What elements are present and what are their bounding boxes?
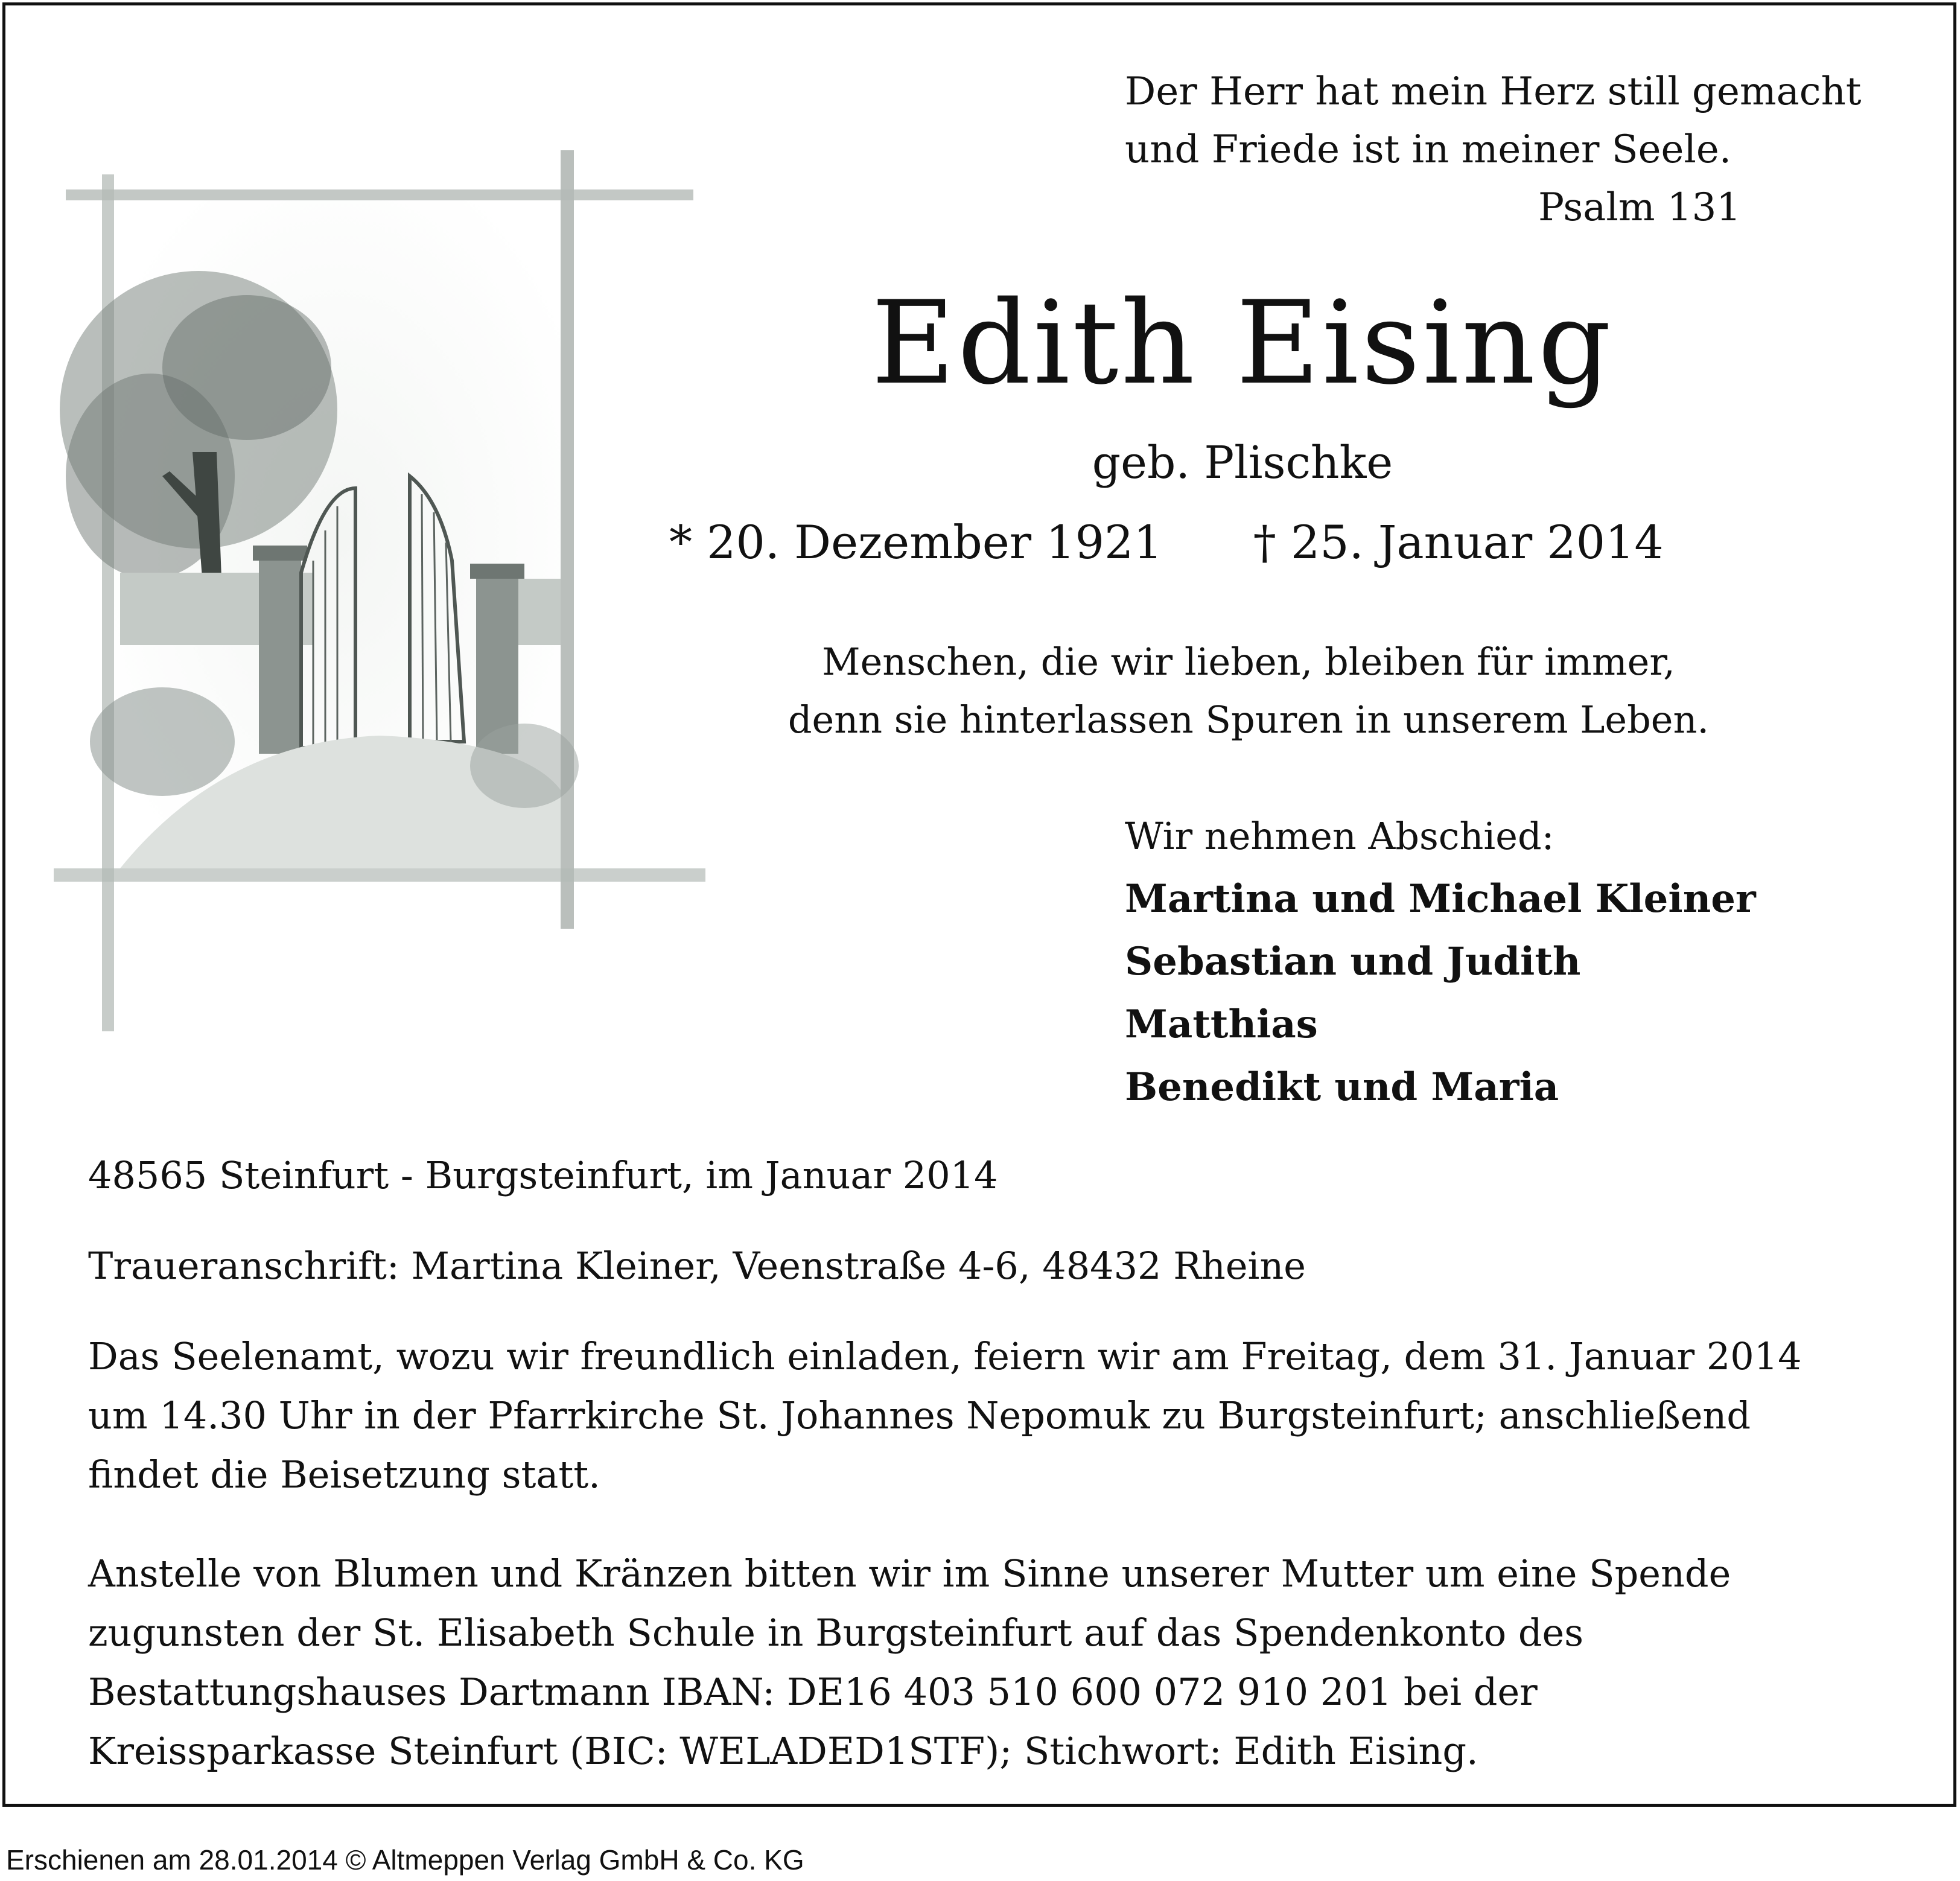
quote-line-2: denn sie hinterlassen Spuren in unserem Leben. (788, 698, 1710, 742)
death-date: † 25. Januar 2014 (1253, 515, 1664, 569)
quote-line-1: Menschen, die wir lieben, bleiben für immer, (822, 640, 1675, 684)
mourning-address: Traueranschrift: Martina Kleiner, Veenstraße 4-6, 48432 Rheine (88, 1244, 1306, 1288)
place-and-date: 48565 Steinfurt - Burgsteinfurt, im Januar 2014 (88, 1153, 998, 1197)
psalm-reference: Psalm 131 (1538, 185, 1741, 230)
obituary-notice (2, 2, 1956, 1807)
service-line: um 14.30 Uhr in der Pfarrkirche St. Johannes Nepomuk zu Burgsteinfurt; anschließend (88, 1393, 1751, 1437)
deceased-name: Edith Eising (871, 276, 1614, 410)
publication-footer: Erschienen am 28.01.2014 © Altmeppen Verlag GmbH & Co. KG (6, 1844, 804, 1876)
farewell-heading: Wir nehmen Abschied: (1125, 814, 1554, 858)
donation-line: Bestattungshauses Dartmann IBAN: DE16 403 510 600 072 910 201 bei der (88, 1670, 1538, 1714)
service-line: findet die Beisetzung statt. (88, 1453, 600, 1497)
psalm-line-2: und Friede ist in meiner Seele. (1125, 127, 1732, 172)
service-line: Das Seelenamt, wozu wir freundlich einladen, feiern wir am Freitag, dem 31. Januar 2014 (88, 1334, 1802, 1378)
maiden-name: geb. Plischke (1092, 437, 1393, 489)
mourner-name: Benedikt und Maria (1125, 1065, 1559, 1110)
donation-request (88, 1544, 1898, 1781)
mourner-name: Martina und Michael Kleiner (1125, 876, 1756, 921)
birth-date: * 20. Dezember 1921 (669, 515, 1163, 569)
psalm-verse (1125, 63, 1862, 237)
psalm-line-1: Der Herr hat mein Herz still gemacht (1125, 69, 1862, 114)
memorial-quote (645, 633, 1852, 749)
mourner-name: Sebastian und Judith (1125, 939, 1581, 984)
garden-gate-illustration (42, 138, 718, 1031)
mourner-name: Matthias (1125, 1002, 1318, 1047)
donation-line: Kreissparkasse Steinfurt (BIC: WELADED1STF); Stichwort: Edith Eising. (88, 1729, 1478, 1773)
funeral-service-info (88, 1327, 1898, 1504)
donation-line: Anstelle von Blumen und Kränzen bitten wir im Sinne unserer Mutter um eine Spende (88, 1552, 1731, 1596)
life-dates (669, 515, 1664, 569)
farewell-section (1125, 805, 1756, 1119)
donation-line: zugunsten der St. Elisabeth Schule in Burgsteinfurt auf das Spendenkonto des (88, 1611, 1584, 1655)
